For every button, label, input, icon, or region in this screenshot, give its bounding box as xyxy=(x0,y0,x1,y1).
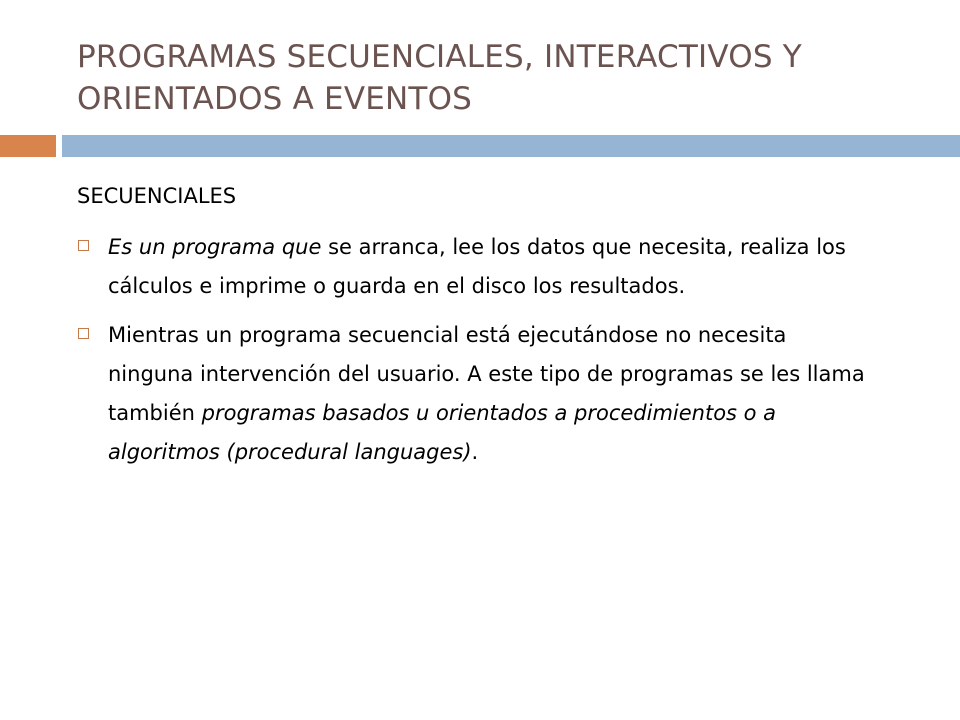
bullet-2-italic: programas basados u orientados a procedimientos o a algoritmos (procedural languages) xyxy=(108,401,777,464)
bullet-1-text: se arranca, lee los datos que necesita, realiza los cálculos e imprime o guarda en el disco los resultados. xyxy=(108,235,846,298)
bullet-item-2 xyxy=(77,316,867,472)
hollow-square-bullet-icon xyxy=(78,328,89,339)
accent-bar-orange xyxy=(0,135,56,157)
bullet-1-italic: Es un programa que xyxy=(108,235,322,259)
slide-title-line-2: ORIENTADOS A EVENTOS xyxy=(77,81,473,117)
accent-bar-blue xyxy=(62,135,960,157)
bullet-2-text: Mientras un programa secuencial está ejecutándose no necesita ninguna intervención del usuario. A este tipo de programas se les llama también xyxy=(108,323,865,425)
slide-title xyxy=(77,36,917,120)
bullet-list xyxy=(77,228,867,482)
slide-title-line-1: PROGRAMAS SECUENCIALES, INTERACTIVOS Y xyxy=(77,39,802,75)
bullet-item-1 xyxy=(77,228,867,306)
bullet-2-end: . xyxy=(471,440,479,464)
section-heading: SECUENCIALES xyxy=(77,184,237,208)
hollow-square-bullet-icon xyxy=(78,240,89,251)
